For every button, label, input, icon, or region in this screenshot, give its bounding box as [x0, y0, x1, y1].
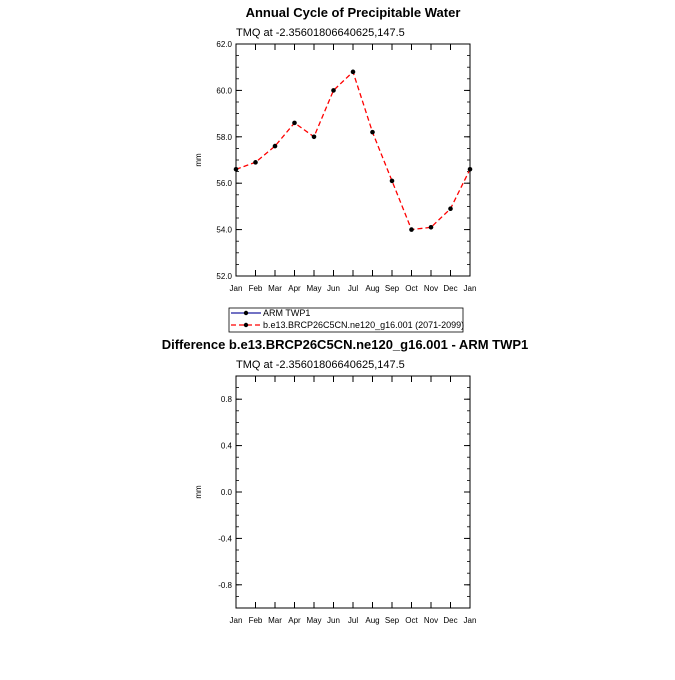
y-tick-label: 62.0 [216, 40, 232, 49]
panel-annual-cycle [194, 5, 476, 293]
y-tick-label: 52.0 [216, 272, 232, 281]
x-tick-label: Nov [423, 284, 439, 293]
x-tick-label: Sep [384, 284, 400, 293]
y-tick-label: 60.0 [216, 86, 232, 96]
diff-x-tick-label: Oct [405, 616, 418, 625]
y-axis-label: mm [194, 153, 203, 167]
x-tick-label: Feb [248, 284, 263, 293]
legend-label-arm: ARM TWP1 [263, 308, 311, 318]
legend [229, 308, 464, 332]
data-point [409, 227, 414, 232]
x-tick-label: Jul [347, 284, 359, 293]
diff-x-tick-label: Dec [443, 616, 458, 625]
series-line [236, 72, 470, 230]
data-point [468, 167, 473, 172]
data-point [312, 135, 317, 140]
data-point [253, 160, 258, 165]
diff-x-tick-label: Jul [347, 616, 359, 625]
diff-y-tick-label: -0.8 [218, 580, 232, 590]
diff-chart-title: Difference b.e13.BRCP26C5CN.ne120_g16.001 - ARM TWP1 [161, 337, 529, 352]
diff-x-tick-label: Jan [463, 616, 477, 625]
diff-plot-marks [218, 376, 476, 625]
data-point [370, 130, 375, 135]
diff-x-tick-label: Sep [384, 616, 400, 625]
data-point [331, 88, 336, 93]
x-tick-label: Mar [268, 284, 282, 293]
data-point [292, 121, 297, 126]
diff-y-tick-label: 0.0 [220, 488, 232, 497]
diff-x-tick-label: Jun [327, 616, 340, 625]
x-tick-label: Apr [288, 284, 301, 293]
x-tick-label: Oct [405, 284, 418, 293]
data-point [390, 179, 395, 184]
y-tick-label: 58.0 [216, 132, 232, 142]
diff-x-tick-label: Mar [268, 616, 282, 625]
y-tick-label: 54.0 [216, 225, 232, 235]
diff-y-axis-label: mm [194, 485, 203, 499]
diff-y-tick-label: 0.8 [220, 395, 232, 405]
legend-marker-model [244, 323, 248, 327]
data-point [234, 167, 239, 172]
data-point [351, 70, 356, 75]
plot-marks [216, 40, 476, 293]
diff-x-tick-label: Apr [288, 616, 301, 625]
diff-x-tick-label: Feb [248, 616, 263, 625]
diff-y-tick-label: 0.4 [220, 441, 232, 451]
chart-subtitle: TMQ at -2.35601806640625,147.5 [236, 27, 405, 39]
chart-title: Annual Cycle of Precipitable Water [245, 5, 461, 20]
diff-x-tick-label: Jan [229, 616, 243, 625]
x-tick-label: Jan [463, 284, 477, 293]
x-tick-label: Dec [443, 284, 458, 293]
plot-frame [236, 44, 470, 276]
data-point [448, 206, 453, 211]
x-tick-label: May [306, 284, 322, 293]
panel-difference [162, 337, 529, 625]
x-tick-label: Aug [365, 284, 380, 293]
x-tick-label: Jun [327, 284, 340, 293]
diff-x-tick-label: Aug [365, 616, 380, 625]
diff-plot-frame [236, 376, 470, 608]
x-tick-label: Jan [229, 284, 243, 293]
data-point [429, 225, 434, 230]
data-point [273, 144, 278, 149]
diff-x-tick-label: Nov [423, 616, 439, 625]
y-tick-label: 56.0 [216, 179, 232, 189]
diff-y-tick-label: -0.4 [218, 534, 232, 544]
legend-marker-arm [244, 311, 248, 315]
legend-label-model: b.e13.BRCP26C5CN.ne120_g16.001 (2071-2099) [263, 320, 465, 330]
diff-chart-subtitle: TMQ at -2.35601806640625,147.5 [236, 359, 405, 371]
diff-x-tick-label: May [306, 616, 322, 625]
